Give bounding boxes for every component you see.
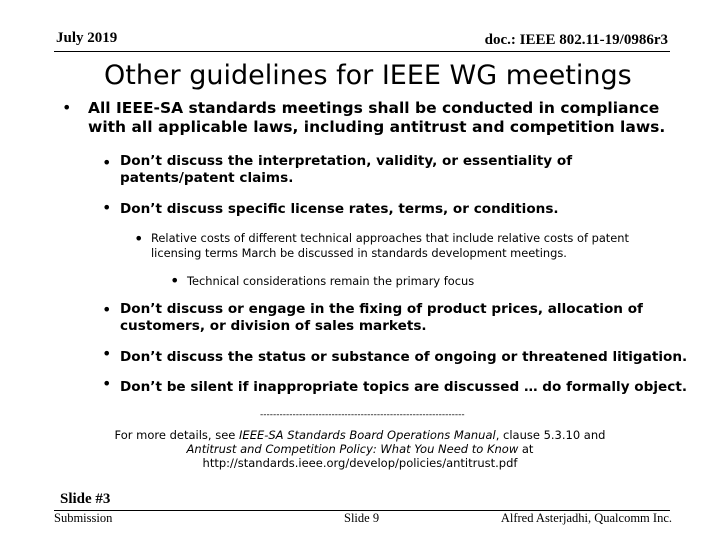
bullet-icon: • <box>102 374 112 393</box>
header-doc-id: doc.: IEEE 802.11-19/0986r3 <box>484 32 668 48</box>
sub-bullet-text: Don’t discuss the interpretation, validity, or essentiality of patents/patent claims. <box>120 153 573 186</box>
details-note <box>100 428 620 470</box>
footer-submission: Submission <box>54 511 113 525</box>
header-rule <box>54 51 670 52</box>
note-suffix: at <box>518 442 534 456</box>
sub-bullet-text: Don’t discuss specific license rates, terms, or conditions. <box>120 201 559 217</box>
bullet-icon: • <box>170 271 180 290</box>
level3-bullet-text: Relative costs of different technical approaches that include relative costs of patent licensing terms March be discussed in standards development meetings. <box>151 231 629 260</box>
slide-number-label: Slide #3 <box>60 491 111 507</box>
bullet-icon: • <box>62 98 72 117</box>
bullet-icon: • <box>134 229 144 248</box>
header-date: July 2019 <box>56 30 118 46</box>
sub-bullet-text: Don’t discuss the status or substance of ongoing or threatened litigation. <box>120 349 688 365</box>
sub-bullet-text: Don’t be silent if inappropriate topics are discussed … do formally object. <box>120 379 687 395</box>
note-prefix: For more details, see <box>114 428 240 442</box>
sub-bullet-text: Don’t discuss or engage in the fixing of product prices, allocation of customers, or division of sales markets. <box>120 301 643 334</box>
footer-author: Alfred Asterjadhi, Qualcomm Inc. <box>500 511 672 525</box>
bullet-icon: • <box>102 300 112 319</box>
footer-slide-number: Slide 9 <box>344 511 380 525</box>
level4-bullet-text: Technical considerations remain the primary focus <box>187 274 475 288</box>
note-middle: , clause 5.3.10 and <box>495 428 606 442</box>
note-manual-title: IEEE-SA Standards Board Operations Manual <box>239 428 496 442</box>
bullet-icon: • <box>102 153 112 172</box>
note-policy-title: Antitrust and Competition Policy: What You Need to Know <box>186 442 519 456</box>
bullet-icon: • <box>102 344 112 363</box>
bullet-icon: • <box>102 198 112 217</box>
note-url-link[interactable]: http://standards.ieee.org/develop/policies/antitrust.pdf <box>202 456 518 470</box>
separator-line: --------------------------------------------------------------- <box>260 410 465 420</box>
slide-title: Other guidelines for IEEE WG meetings <box>104 60 632 91</box>
main-bullet-text: All IEEE-SA standards meetings shall be conducted in compliance with all applicable laws, including antitrust and competition laws. <box>88 99 666 136</box>
